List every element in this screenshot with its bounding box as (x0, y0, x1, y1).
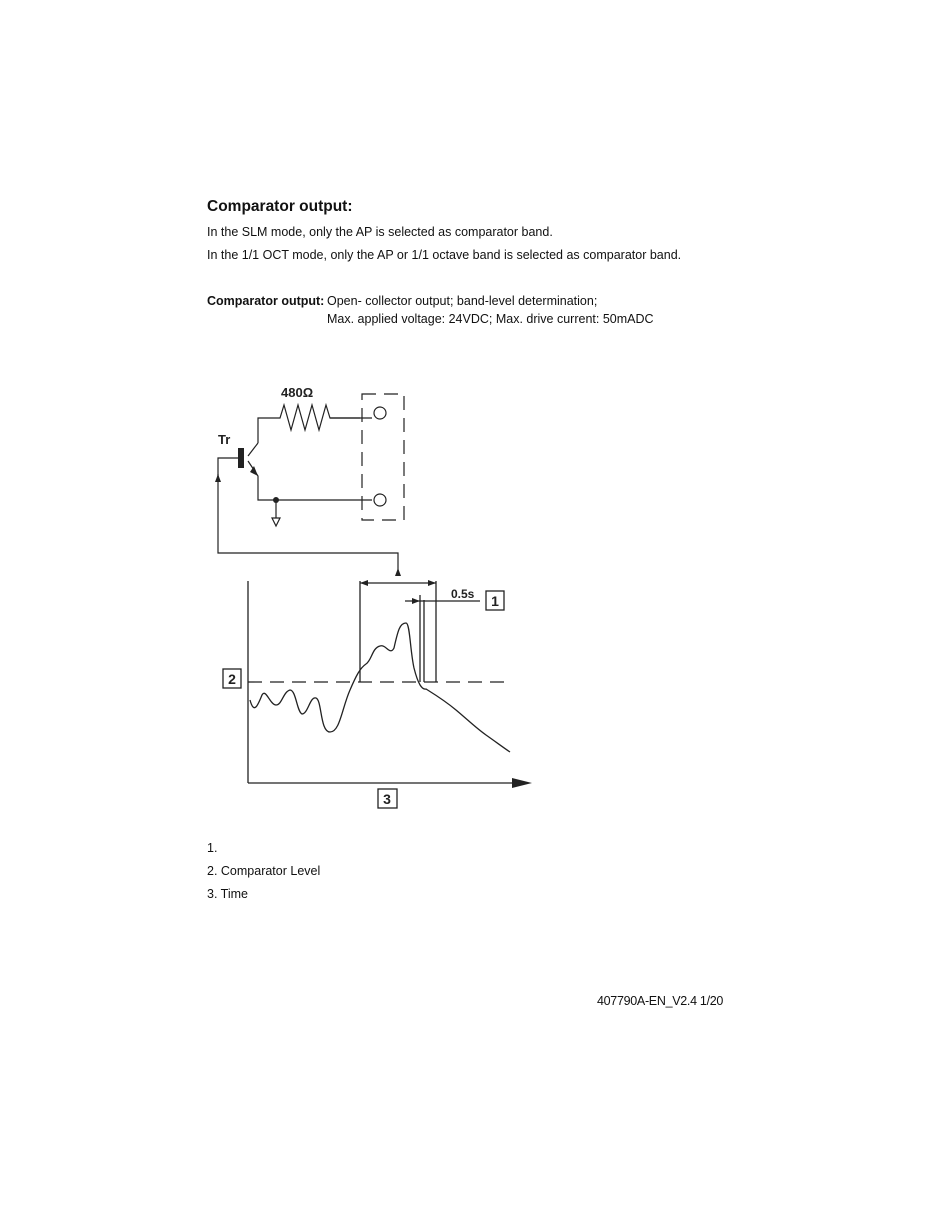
terminal-bottom (374, 494, 386, 506)
graph (248, 580, 532, 788)
marker-1: 1 (491, 593, 499, 609)
marker-3: 3 (383, 791, 391, 807)
paragraph-oct-mode: In the 1/1 OCT mode, only the AP or 1/1 octave band is selected as comparator band. (207, 248, 682, 262)
resistor-label: 480Ω (281, 385, 314, 400)
transistor-label: Tr (218, 432, 231, 447)
emitter-wire (248, 461, 372, 500)
circuit (215, 394, 404, 576)
legend-item-1: 1. (207, 841, 218, 855)
delay-label: 0.5s (451, 587, 475, 601)
resistor-symbol (258, 405, 360, 443)
marker-2: 2 (228, 671, 236, 687)
spec-label: Comparator output: (207, 294, 325, 308)
transistor-symbol (238, 448, 244, 468)
paragraph-slm-mode: In the SLM mode, only the AP is selected as comparator band. (207, 225, 553, 239)
legend-item-2: 2. Comparator Level (207, 864, 321, 878)
legend-item-3: 3. Time (207, 887, 248, 901)
spec-line-2: Max. applied voltage: 24VDC; Max. drive current: 50mADC (327, 312, 654, 326)
footer-doc-id: 407790A-EN_V2.4 1/20 (597, 994, 724, 1008)
terminal-top (374, 407, 386, 419)
section-title: Comparator output: (207, 198, 353, 215)
feedback-line (218, 474, 398, 576)
signal-curve (250, 623, 510, 752)
spec-line-1: Open- collector output; band-level determination; (327, 294, 598, 308)
